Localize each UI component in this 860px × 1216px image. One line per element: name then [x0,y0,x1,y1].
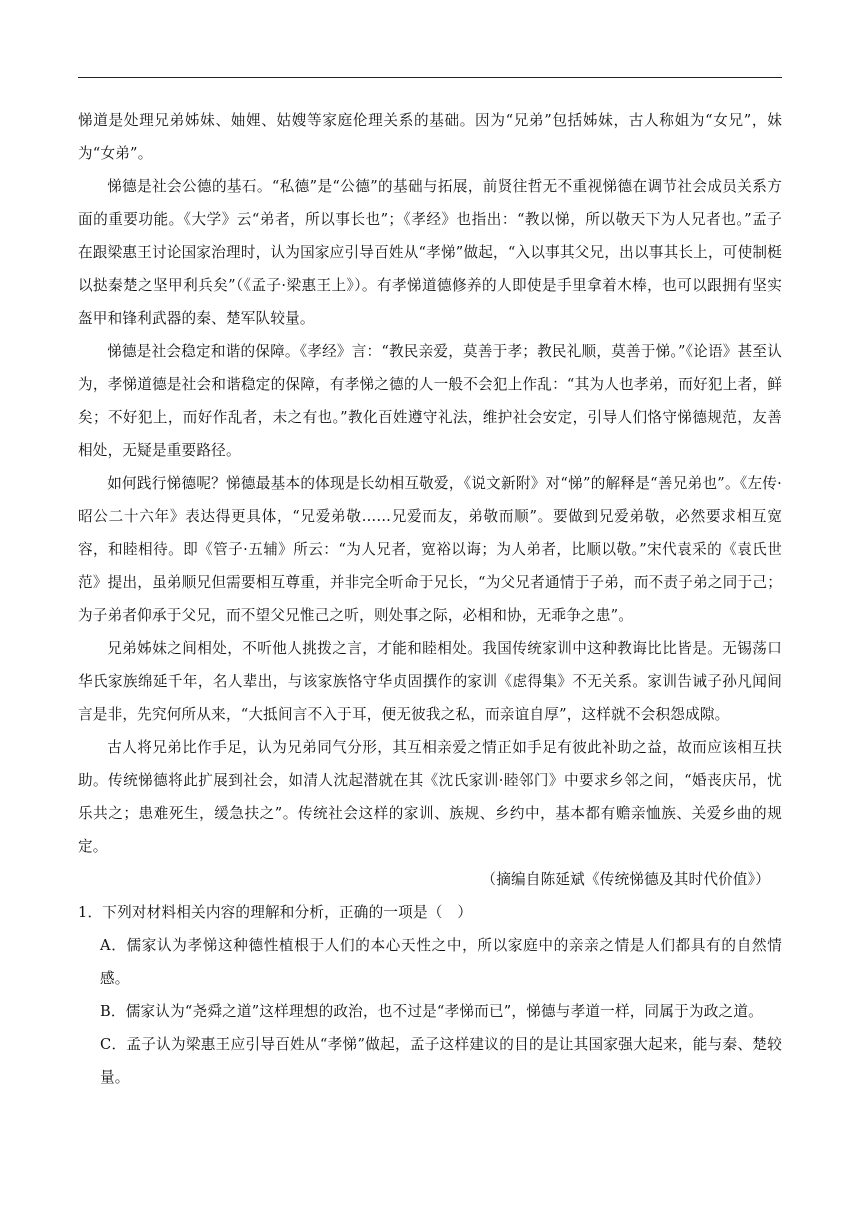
paragraph-practice-ti-virtue: 如何践行悌德呢？悌德最基本的体现是长幼相互敬爱，《说文新附》对“悌”的解释是“善兄弟也”。《左传·昭公二十六年》表达得更具体，“兄爱弟敬……兄爱而友，弟敬而顺”。要做到兄爱弟敬，必然要求相互宽容，和睦相待。即《管子·五辅》所云：“为人兄者，宽裕以诲；为人弟者，比顺以敬。”宋代袁采的《袁氏世范》提出，虽弟顺兄但需要相互尊重，并非完全听命于兄长，“为父兄者通情于子弟，而不责子弟之同于己；为子弟者仰承于父兄，而不望父兄惟己之听，则处事之际，必相和协，无乖争之患”。 [78,475,782,624]
paragraph-social-morality: 悌德是社会公德的基石。“私德”是“公德”的基础与拓展，前贤往哲无不重视悌德在调节社会成员关系方面的重要功能。《大学》云“弟者，所以事长也”；《孝经》也指出：“教以悌，所以敬天下为人兄者也。”孟子在跟梁惠王讨论国家治理时，认为国家应引导百姓从“孝悌”做起，“入以事其父兄，出以事其长上，可使制梃以挞秦楚之坚甲利兵矣”（《孟子·梁惠王上》）。有孝悌道德修养的人即使是手里拿着木棒，也可以跟拥有坚实盔甲和锋利武器的秦、楚军队较量。 [78,178,782,327]
source-citation: （摘编自陈延斌《传统悌德及其时代价值》） [481,871,770,888]
header-rule [78,77,782,78]
answer-option-b[interactable]: B．儒家认为“尧舜之道”这样理想的政治，也不过是“孝悌而已”，悌德与孝道一样，同属于为政之道。 [100,1003,763,1020]
answer-option-a[interactable]: A．儒家认为孝悌这种德性植根于人们的本心天性之中，所以家庭中的亲亲之情是人们都具有的自然情感。 [100,937,782,987]
paragraph-hand-and-foot: 古人将兄弟比作手足，认为兄弟同气分形，其互相亲爱之情正如手足有彼此补助之益，故而应该相互扶助。传统悌德将此扩展到社会，如清人沈起潜就在其《沈氏家训·睦邻门》中要求乡邻之间，“婚丧庆吊，忧乐共之；患难死生，缓急扶之”。传统社会这样的家训、族规、乡约中，基本都有赡亲恤族、关爱乡曲的规定。 [78,739,782,855]
document-body [78,104,782,1094]
paragraph-social-stability: 悌德是社会稳定和谐的保障。《孝经》言：“教民亲爱，莫善于孝；教民礼顺，莫善于悌。”《论语》甚至认为，孝悌道德是社会和谐稳定的保障，有孝悌之德的人一般不会犯上作乱：“其为人也孝弟，而好犯上者，鲜矣；不好犯上，而好作乱者，未之有也。”教化百姓遵守礼法，维护社会安定，引导人们恪守悌德规范，友善相处，无疑是重要路径。 [78,343,782,459]
paragraph-harmonious-siblings: 兄弟姊妹之间相处，不听他人挑拨之言，才能和睦相处。我国传统家训中这种教诲比比皆是。无锡荡口华氏家族绵延千年，名人辈出，与该家族恪守华贞固撰作的家训《虑得集》不无关系。家训告诫子孙凡闻间言是非，先究何所从来，“大抵间言不入于耳，便无彼我之私，而亲谊自厚”，这样就不会积怨成隙。 [78,640,782,723]
question-stem: 1．下列对材料相关内容的理解和分析，正确的一项是（ ） [78,904,473,921]
answer-option-c[interactable]: C．孟子认为梁惠王应引导百姓从“孝悌”做起，孟子这样建议的目的是让其国家强大起来，能与秦、楚较量。 [100,1036,782,1086]
paragraph-continuation: 悌道是处理兄弟姊妹、妯娌、姑嫂等家庭伦理关系的基础。因为“兄弟”包括姊妹，古人称姐为“女兄”，妹为“女弟”。 [78,112,782,162]
